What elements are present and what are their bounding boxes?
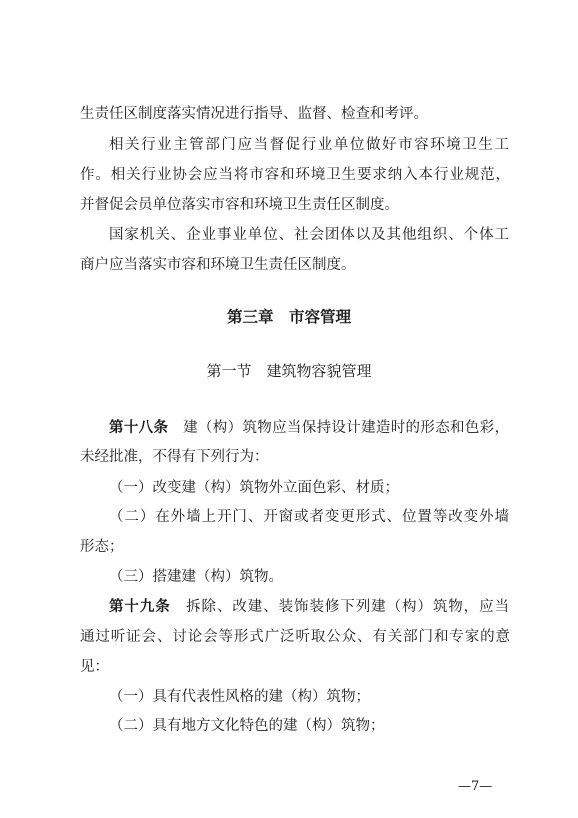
paragraph-line: 作。相关行业协会应当将市容和环境卫生要求纳入本行业规范， bbox=[80, 167, 510, 183]
section-title: 第一节 建筑物容貌管理 bbox=[206, 362, 372, 380]
paragraph-line: 通过听证会、讨论会等形式广泛听取公众、有关部门和专家的意 bbox=[80, 629, 510, 645]
article-19-first-line bbox=[109, 597, 509, 617]
article-19-item-2: （二）具有地方文化特色的建（构）筑物； bbox=[109, 718, 385, 734]
paragraph-line: 相关行业主管部门应当督促行业单位做好市容环境卫生工 bbox=[109, 137, 509, 153]
paragraph-line: 生责任区制度落实情况进行指导、监督、检查和考评。 bbox=[80, 106, 428, 122]
article-19-label: 第十九条 bbox=[109, 599, 171, 615]
article-19-text: 拆除、改建、装饰装修下列建（构）筑物，应当 bbox=[186, 599, 509, 615]
paragraph-line: 国家机关、企业事业单位、社会团体以及其他组织、个体工 bbox=[109, 227, 509, 243]
article-18-text: 建（构）筑物应当保持设计建造时的形态和色彩， bbox=[183, 420, 509, 436]
page-number: —7— bbox=[458, 779, 493, 794]
article-19-item-1: （一）具有代表性风格的建（构）筑物； bbox=[109, 689, 370, 705]
article-18-item-2: （二）在外墙上开门、开窗或者变更形式、位置等改变外墙 bbox=[109, 509, 509, 525]
paragraph-line: 商户应当落实市容和环境卫生责任区制度。 bbox=[80, 257, 356, 273]
paragraph-line: 并督促会员单位落实市容和环境卫生责任区制度。 bbox=[80, 197, 399, 213]
article-18-item-1: （一）改变建（构）筑物外立面色彩、材质； bbox=[109, 480, 399, 496]
paragraph-line: 未经批准，不得有下列行为： bbox=[80, 449, 269, 465]
paragraph-line: 形态； bbox=[80, 539, 124, 555]
paragraph-line: 见： bbox=[80, 659, 109, 675]
article-18-item-3: （三）搭建建（构）筑物。 bbox=[109, 569, 283, 585]
article-18-first-line bbox=[109, 418, 509, 438]
chapter-title: 第三章 市容管理 bbox=[226, 308, 351, 326]
article-18-label: 第十八条 bbox=[109, 420, 169, 436]
